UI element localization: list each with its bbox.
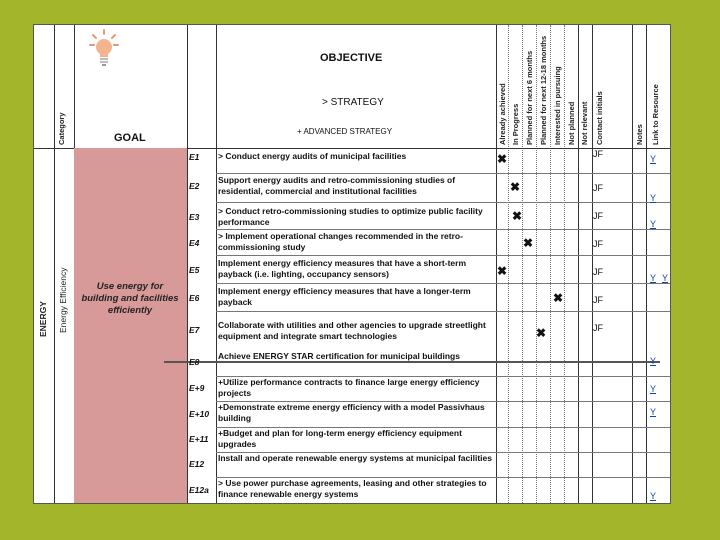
resource-link[interactable]: Y xyxy=(650,384,657,394)
row-code: E12a xyxy=(189,485,209,495)
energy-category-label: ENERGY xyxy=(38,301,48,337)
resource-link[interactable]: Y xyxy=(650,219,657,229)
row-code: E4 xyxy=(189,238,200,248)
divider xyxy=(592,25,593,504)
goal-cell xyxy=(74,148,187,504)
status-mark-already-achieved[interactable]: ✖ xyxy=(497,152,508,166)
status-mark-planned-6-months[interactable]: ✖ xyxy=(523,236,534,250)
objective-text: +Budget and plan for long-term energy efficiency equipment upgrades xyxy=(218,428,462,449)
divider xyxy=(522,25,523,504)
contact-initials: JF xyxy=(593,239,603,249)
divider xyxy=(632,25,633,504)
goal-header: GOAL xyxy=(114,132,146,144)
row-code: E5 xyxy=(189,265,200,275)
divider xyxy=(536,25,537,504)
column-header: Planned for next 6 months xyxy=(525,50,534,145)
objective-text: > Conduct energy audits of municipal facilities xyxy=(218,151,407,161)
objective-text: Support energy audits and retro-commissioning studies of residential, commercial and institutional facilities xyxy=(218,175,456,196)
contact-initials: JF xyxy=(593,267,603,277)
column-header: Not relevant xyxy=(580,101,589,145)
resource-link[interactable]: Y xyxy=(650,491,657,501)
objective-text: Implement energy efficiency measures that have a short-term payback (i.e. lighting, occupancy sensors) xyxy=(218,258,467,279)
row-code: E12 xyxy=(189,459,205,469)
column-header: Contact initials xyxy=(595,91,604,145)
resource-link[interactable]: Y xyxy=(650,356,657,366)
goal-text: Use energy for building and facilities efficiently xyxy=(81,281,179,316)
divider xyxy=(550,25,551,504)
contact-initials: JF xyxy=(593,183,603,193)
contact-initials: JF xyxy=(593,295,603,305)
divider xyxy=(54,25,55,504)
objective-text: +Demonstrate extreme energy efficiency with a model Passivhaus building xyxy=(218,402,485,423)
column-header: Notes xyxy=(635,124,644,145)
resource-link[interactable]: Y xyxy=(662,273,669,283)
objective-text: > Conduct retro-commissioning studies to optimize public facility performance xyxy=(218,206,483,227)
divider xyxy=(216,283,671,284)
divider xyxy=(578,25,579,504)
divider xyxy=(187,25,188,504)
row-code: E3 xyxy=(189,212,200,222)
status-mark-already-achieved[interactable]: ✖ xyxy=(497,264,508,278)
divider xyxy=(216,311,671,312)
objective-text: Achieve ENERGY STAR certification for municipal buildings xyxy=(218,351,460,361)
strategy-header: > STRATEGY xyxy=(322,97,384,108)
divider xyxy=(216,173,671,174)
objective-text: +Utilize performance contracts to finance large energy efficiency projects xyxy=(218,377,480,398)
efficiency-category-label: Energy Efficiency xyxy=(58,267,68,333)
status-mark-interested[interactable]: ✖ xyxy=(553,291,564,305)
status-mark-in-progress[interactable]: ✖ xyxy=(510,180,521,194)
divider xyxy=(216,25,217,504)
divider xyxy=(216,202,671,203)
row-code: E2 xyxy=(189,181,200,191)
column-header: Already achieved xyxy=(498,83,507,145)
row-code: E7 xyxy=(189,325,200,335)
contact-initials: JF xyxy=(593,149,603,159)
category-header: Category xyxy=(57,112,66,145)
row-code: E+9 xyxy=(189,383,205,393)
divider xyxy=(216,229,671,230)
objective-text: Install and operate renewable energy systems at municipal facilities xyxy=(218,453,492,463)
contact-initials: JF xyxy=(593,211,603,221)
column-header: Interested in pursuing xyxy=(553,66,562,145)
row-code: E+11 xyxy=(189,434,209,444)
divider xyxy=(564,25,565,504)
status-mark-in-progress[interactable]: ✖ xyxy=(512,209,523,223)
contact-initials: JF xyxy=(593,323,603,333)
divider xyxy=(646,25,647,504)
divider xyxy=(216,255,671,256)
objective-header: OBJECTIVE xyxy=(320,52,383,64)
lightbulb-icon xyxy=(89,29,119,69)
resource-link[interactable]: Y xyxy=(650,273,657,283)
worksheet xyxy=(33,24,671,504)
column-header: In Progress xyxy=(511,103,520,145)
column-header: Link to Resource xyxy=(651,84,660,145)
row-code: E+10 xyxy=(189,409,210,419)
status-mark-planned-12-18-months[interactable]: ✖ xyxy=(536,326,547,340)
divider xyxy=(508,25,509,504)
row-code: E8 xyxy=(189,357,200,367)
objective-text: Implement energy efficiency measures that have a longer-term payback xyxy=(218,286,471,307)
resource-link[interactable]: Y xyxy=(650,154,657,164)
row-code: E6 xyxy=(189,293,200,303)
objective-text: > Implement operational changes recommended in the retro-commissioning study xyxy=(218,231,463,252)
objective-text: > Use power purchase agreements, leasing and other strategies to finance renewable energy systems xyxy=(218,478,487,499)
column-header: Not planned xyxy=(567,101,576,145)
column-header: Planned for next 12-18 months xyxy=(539,35,548,145)
advanced-strategy-header: + ADVANCED STRATEGY xyxy=(297,127,393,136)
objective-text: Collaborate with utilities and other agencies to upgrade streetlight equipment and integrate smart technologies xyxy=(218,320,486,341)
resource-link[interactable]: Y xyxy=(650,407,657,417)
resource-link[interactable]: Y xyxy=(650,193,657,203)
row-code: E1 xyxy=(189,152,200,162)
